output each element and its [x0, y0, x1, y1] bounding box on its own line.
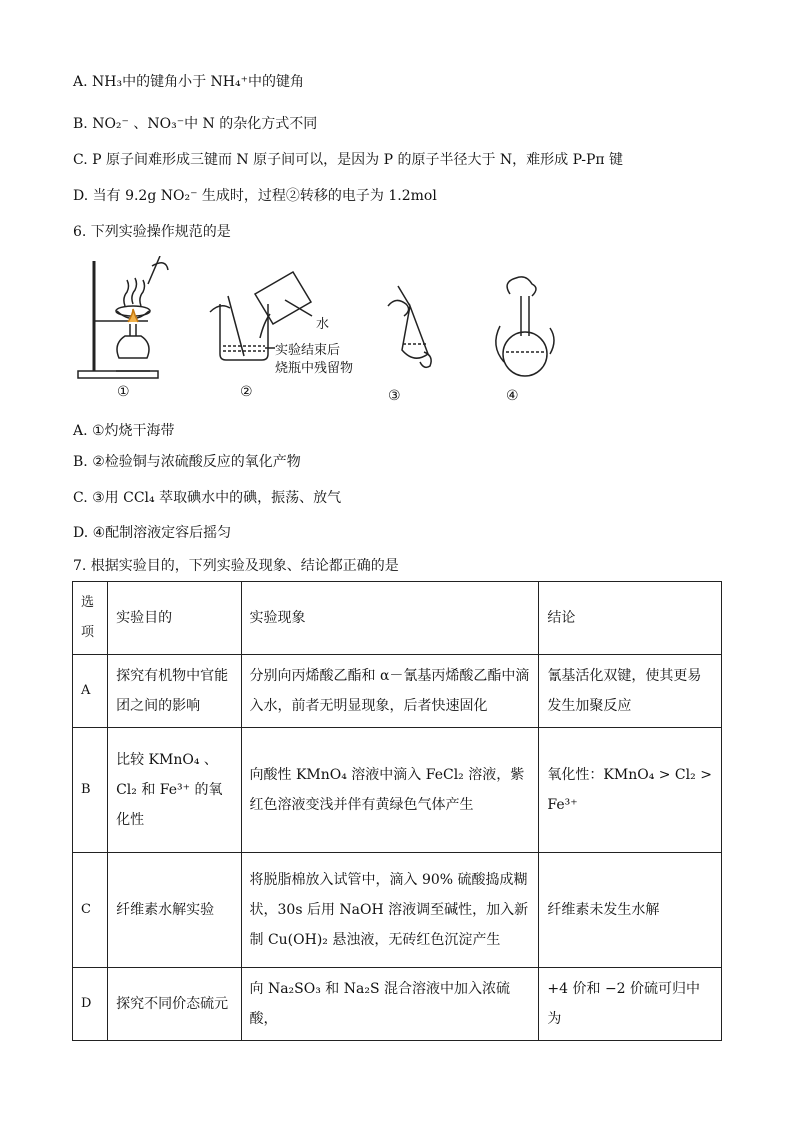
figure-label-4: ④	[506, 388, 519, 404]
row-option: B	[73, 728, 108, 853]
row-option: C	[73, 853, 108, 968]
residue-label-line1: 实验结束后	[275, 343, 341, 358]
row-option: A	[73, 655, 108, 728]
header-phenomenon: 实验现象	[241, 582, 539, 655]
header-conclusion: 结论	[539, 582, 722, 655]
table-row	[73, 655, 722, 728]
q6-option-b: B. ②检验铜与浓硫酸反应的氧化产物	[73, 454, 301, 470]
q5-option-b: B. NO₂⁻ 、NO₃⁻中 N 的杂化方式不同	[73, 116, 318, 132]
residue-label-line2: 烧瓶中残留物	[275, 361, 354, 376]
figure-label-3: ③	[388, 388, 401, 404]
table-header-row	[73, 582, 722, 655]
row-conclusion: 氰基活化双键，使其更易发生加聚反应	[539, 655, 722, 728]
row-option: D	[73, 968, 108, 1041]
apparatus-4-volumetric-flask	[496, 277, 554, 376]
row-phenomenon: 向 Na₂SO₃ 和 Na₂S 混合溶液中加入浓硫酸，	[241, 968, 539, 1041]
apparatus-3-separatory-funnel	[388, 286, 431, 367]
row-phenomenon: 向酸性 KMnO₄ 溶液中滴入 FeCl₂ 溶液，紫红色溶液变浅并伴有黄绿色气体产生	[241, 728, 539, 853]
q6-option-a: A. ①灼烧干海带	[73, 423, 175, 439]
table-row	[73, 853, 722, 968]
row-conclusion: +4 价和 −2 价硫可归中为	[539, 968, 722, 1041]
row-goal: 探究有机物中官能团之间的影响	[108, 655, 241, 728]
water-label: 水	[316, 317, 330, 332]
table-row	[73, 968, 722, 1041]
figure-label-2: ②	[240, 384, 253, 400]
q7-stem: 7. 根据实验目的，下列实验及现象、结论都正确的是	[73, 558, 399, 574]
figure-label-1: ①	[117, 384, 130, 400]
row-goal: 比较 KMnO₄ 、Cl₂ 和 Fe³⁺ 的氧化性	[108, 728, 241, 853]
q6-option-c: C. ③用 CCl₄ 萃取碘水中的碘，振荡、放气	[73, 490, 342, 506]
q6-stem: 6. 下列实验操作规范的是	[73, 224, 231, 240]
row-goal: 探究不同价态硫元	[108, 968, 241, 1041]
q6-apparatus-figure	[70, 256, 570, 406]
q6-option-d: D. ④配制溶液定容后摇匀	[73, 525, 232, 541]
q5-option-a: A. NH₃中的键角小于 NH₄⁺中的键角	[73, 74, 304, 90]
q5-option-c: C. P 原子间难形成三键而 N 原子间可以，是因为 P 的原子半径大于 N，难形成 P-Pπ 键	[73, 152, 624, 168]
apparatus-1-crucible-burner	[78, 256, 168, 378]
row-conclusion: 氧化性：KMnO₄ > Cl₂ > Fe³⁺	[539, 728, 722, 853]
row-goal: 纤维素水解实验	[108, 853, 241, 968]
header-goal: 实验目的	[108, 582, 241, 655]
row-phenomenon: 将脱脂棉放入试管中，滴入 90% 硫酸捣成糊状，30s 后用 NaOH 溶液调至碱性，加入新制 Cu(OH)₂ 悬浊液，无砖红色沉淀产生	[241, 853, 539, 968]
table-row	[73, 728, 722, 853]
q7-table	[72, 581, 722, 1041]
q5-option-d: D. 当有 9.2g NO₂⁻ 生成时，过程②转移的电子为 1.2mol	[73, 188, 437, 204]
header-option: 选项	[73, 582, 108, 655]
row-conclusion: 纤维素未发生水解	[539, 853, 722, 968]
row-phenomenon: 分别向丙烯酸乙酯和 α－氰基丙烯酸乙酯中滴入水，前者无明显现象，后者快速固化	[241, 655, 539, 728]
